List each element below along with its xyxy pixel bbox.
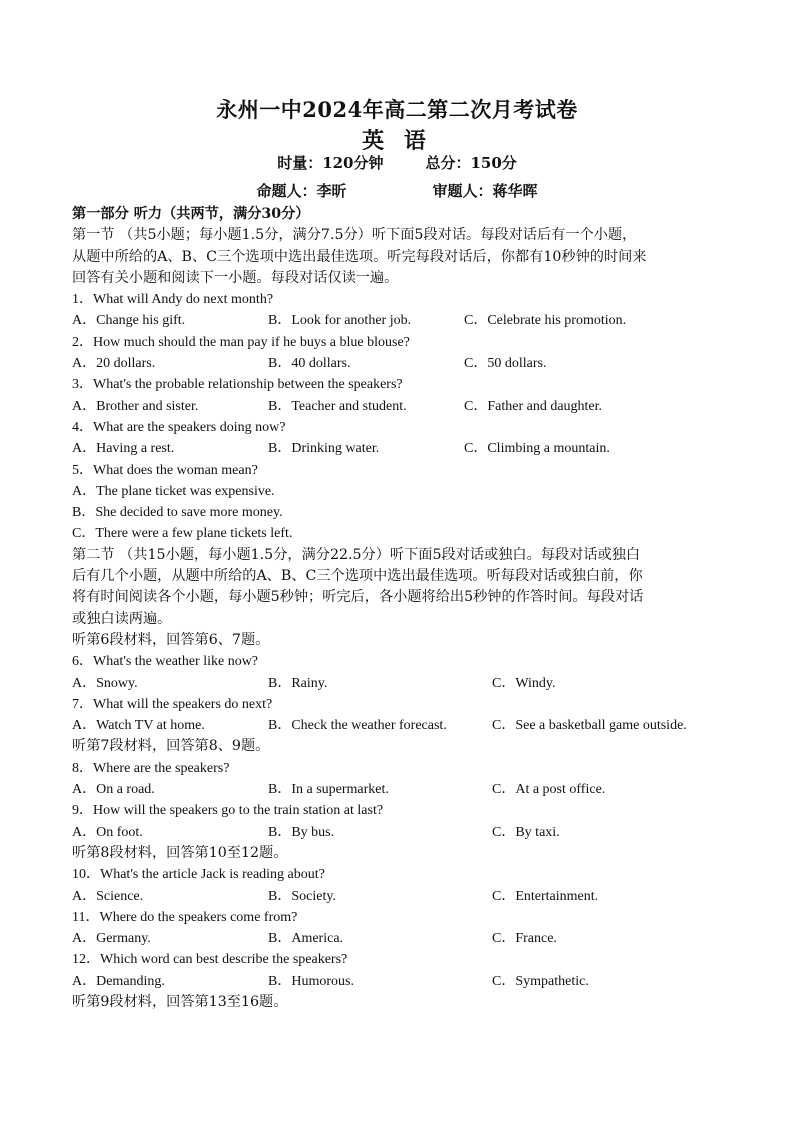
question-stem: 7．What will the speakers do next?	[72, 696, 273, 712]
section2-instruction: 后有几个小题，从题中所给的A、B、C三个选项中选出最佳选项。听每段对话或独白前，你	[72, 568, 643, 585]
question-options	[72, 822, 732, 843]
question-stem: 9．How will the speakers go to the train station at last?	[72, 803, 384, 819]
question-stem: 2．How much should the man pay if he buys a blue blouse?	[72, 334, 410, 350]
question-options	[72, 438, 732, 459]
option-a: A．Change his gift.	[72, 313, 186, 329]
option-a: A．Brother and sister.	[72, 398, 199, 414]
reviewer: 审题人：蒋华晖	[432, 182, 538, 200]
question-stem: 12．Which word can best describe the speakers?	[72, 952, 348, 968]
time-limit: 时量：120分钟	[277, 154, 384, 172]
section2-instruction: 第二节 （共15小题，每小题1.5分，满分22.5分）听下面5段对话或独白。每段对话或独白	[72, 546, 641, 563]
option-c: C．Entertainment.	[492, 888, 599, 904]
option-c: C．By taxi.	[492, 824, 560, 840]
option-c: C．Celebrate his promotion.	[464, 313, 627, 329]
question-options	[72, 310, 732, 331]
option-b: B．Humorous.	[268, 973, 354, 989]
option-c: C．50 dollars.	[464, 356, 547, 372]
option-a: A．Demanding.	[72, 973, 165, 989]
option-a: A．On a road.	[72, 782, 155, 798]
option-c: C．France.	[492, 931, 557, 947]
option-c: C．Windy.	[492, 675, 556, 691]
question-stem: 11．Where do the speakers come from?	[72, 909, 298, 925]
question-options	[72, 353, 732, 374]
option-c: C．At a post office.	[492, 782, 606, 798]
section2-instruction: 将有时间阅读各个小题，每小题5秒钟；听完后，各小题将给出5秒钟的作答时间。每段对话	[72, 589, 644, 606]
option-a: A．Watch TV at home.	[72, 718, 205, 734]
option-c: C．There were a few plane tickets left.	[72, 526, 293, 542]
subject-title: 英 语	[362, 128, 432, 154]
option-b: B．She decided to save more money.	[72, 505, 283, 521]
author: 命题人：李昕	[256, 182, 347, 200]
option-a: A．Having a rest.	[72, 441, 175, 457]
question-stem: 3．What's the probable relationship between the speakers?	[72, 377, 403, 393]
question-stem: 10．What's the article Jack is reading about?	[72, 867, 325, 883]
option-a: A．Snowy.	[72, 675, 138, 691]
exam-title: 永州一中2024年高二第二次月考试卷	[216, 97, 578, 122]
option-c: C．Father and daughter.	[464, 398, 603, 414]
question-stem: 1．What will Andy do next month?	[72, 292, 274, 308]
section2-instruction: 或独白读两遍。	[72, 610, 172, 627]
option-b: B．Check the weather forecast.	[268, 718, 447, 734]
option-b: B．Drinking water.	[268, 441, 380, 457]
option-a: A．Germany.	[72, 931, 151, 947]
material-heading: 听第8段材料，回答第10至12题。	[72, 844, 288, 861]
option-a: A．The plane ticket was expensive.	[72, 483, 275, 499]
section1-instruction: 回答有关小题和阅读下一小题。每段对话仅读一遍。	[72, 269, 399, 286]
question-stem: 4．What are the speakers doing now?	[72, 419, 286, 435]
question-options	[72, 971, 732, 992]
section1-instruction: 从题中所给的A、B、C三个选项中选出最佳选项。听完每段对话后，你都有10秒钟的时间来	[72, 248, 647, 265]
option-c: C．See a basketball game outside.	[492, 718, 687, 734]
option-b: B．Society.	[268, 888, 336, 904]
material-heading: 听第7段材料，回答第8、9题。	[72, 738, 270, 755]
material-heading: 听第6段材料，回答第6、7题。	[72, 631, 270, 648]
question-stem: 8．Where are the speakers?	[72, 760, 230, 776]
option-b: B．America.	[268, 931, 344, 947]
author-line	[0, 180, 794, 201]
material-heading: 听第9段材料，回答第13至16题。	[72, 993, 288, 1010]
option-b: B．Look for another job.	[268, 313, 412, 329]
option-c: C．Sympathetic.	[492, 973, 589, 989]
exam-body	[72, 204, 732, 1013]
option-b: B．In a supermarket.	[268, 782, 389, 798]
option-c: C．Climbing a mountain.	[464, 441, 610, 457]
option-b: B．40 dollars.	[268, 356, 351, 372]
option-a: A．On foot.	[72, 824, 143, 840]
option-b: B．Rainy.	[268, 675, 328, 691]
question-options	[72, 779, 732, 800]
question-stem: 6．What's the weather like now?	[72, 654, 259, 670]
total-score: 总分：150分	[425, 154, 517, 172]
part1-heading: 第一部分 听力（共两节，满分30分）	[72, 206, 310, 222]
question-options	[72, 673, 732, 694]
option-b: B．Teacher and student.	[268, 398, 407, 414]
exam-info-line	[0, 152, 794, 173]
question-options	[72, 928, 732, 949]
question-options	[72, 715, 732, 736]
question-options	[72, 396, 732, 417]
option-b: B．By bus.	[268, 824, 335, 840]
question-options	[72, 886, 732, 907]
option-a: A．Science.	[72, 888, 144, 904]
section1-instruction: 第一节 （共5小题；每小题1.5分，满分7.5分）听下面5段对话。每段对话后有一个小题，	[72, 227, 637, 244]
question-stem: 5．What does the woman mean?	[72, 462, 258, 478]
option-a: A．20 dollars.	[72, 356, 156, 372]
